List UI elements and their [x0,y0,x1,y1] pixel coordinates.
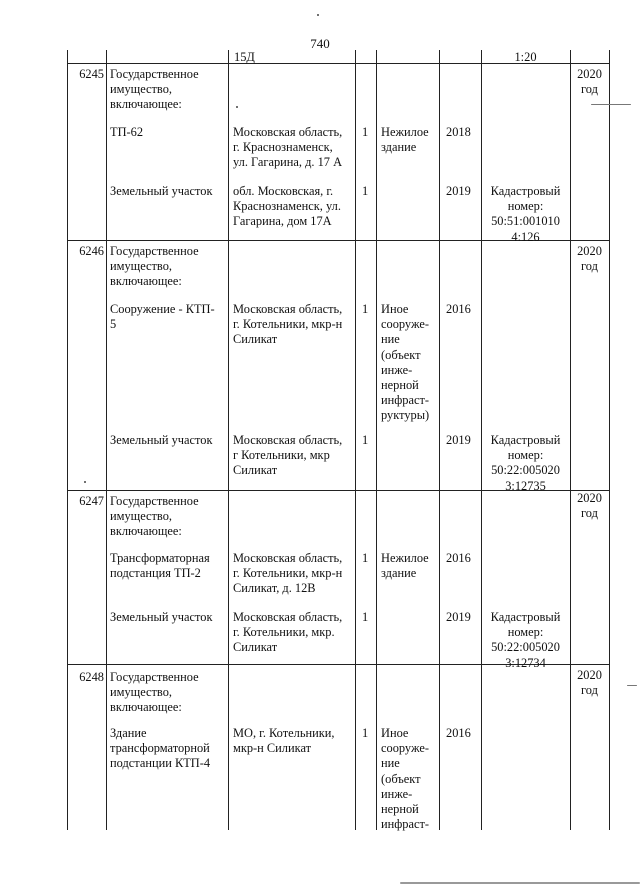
item-name: Земельный участок [110,610,213,624]
item-qty: 1 [362,125,369,139]
scan-speck [400,882,640,884]
item-built-year: 2018 [446,125,471,139]
entry-title: Государственное имущество, включающее: [110,670,199,715]
page-number: 740 [310,36,330,51]
item-qty: 1 [362,302,369,316]
item-address: Московская область, г Котельники, мкр Силикат [233,433,343,478]
entry-number: 6248 [79,670,104,684]
item-type: Нежилое здание [381,125,429,155]
scan-speck [236,106,238,108]
entry-year: 2020 год [577,668,602,698]
item-name: Земельный участок [110,433,213,447]
item-built-year: 2019 [446,433,471,447]
scan-speck [317,14,319,16]
entry-year: 2020 год [577,67,602,97]
scan-speck [84,481,86,483]
continued-notes: 1:20 [514,50,537,64]
item-qty: 1 [362,551,369,565]
item-cadastral-number: Кадастровый номер: 50:22:005020 3:12734 [490,610,561,670]
item-built-year: 2016 [446,551,471,565]
entry-title: Государственное имущество, включающее: [110,67,199,112]
item-type: Нежилое здание [381,551,429,581]
entry-title: Государственное имущество, включающее: [110,244,199,289]
scan-speck [591,104,631,105]
item-address: Московская область, г. Краснознаменск, ул. Гагарина, д. 17 А [233,125,343,170]
item-built-year: 2019 [446,610,471,624]
item-name: Трансформаторная подстанция ТП-2 [110,551,210,581]
continued-address: 15Д [234,50,255,64]
entry-year: 2020 год [577,244,602,274]
item-type: Иное сооруже- ние (объект инже- нерной инфраст- [381,726,430,832]
scan-speck [627,685,637,686]
item-address: обл. Московская, г. Краснознаменск, ул. Гагарина, дом 17А [233,184,341,229]
item-name: Сооружение - КТП- 5 [110,302,215,332]
item-address: МО, г. Котельники, мкр-н Силикат [233,726,335,756]
item-type: Иное сооруже- ние (объект инже- нерной инфраст- руктуры) [381,302,430,423]
item-name: ТП-62 [110,125,144,139]
entry-number: 6246 [79,244,104,258]
item-name: Здание трансформаторной подстанции КТП-4 [110,726,211,771]
item-address: Московская область, г. Котельники, мкр-н Силикат [233,302,343,347]
entry-title: Государственное имущество, включающее: [110,494,199,539]
property-table [67,50,610,830]
entry-number: 6245 [79,67,104,81]
item-built-year: 2019 [446,184,471,198]
item-address: Московская область, г. Котельники, мкр-н Силикат, д. 12В [233,551,343,596]
item-name: Земельный участок [110,184,213,198]
entry-number: 6247 [79,494,104,508]
item-address: Московская область, г. Котельники, мкр. Силикат [233,610,343,655]
item-qty: 1 [362,433,369,447]
item-cadastral-number: Кадастровый номер: 50:51:001010 4:126 [490,184,561,244]
item-cadastral-number: Кадастровый номер: 50:22:005020 3:12735 [490,433,561,493]
item-qty: 1 [362,184,369,198]
item-qty: 1 [362,726,369,740]
item-built-year: 2016 [446,726,471,740]
item-qty: 1 [362,610,369,624]
entry-year: 2020 год [577,491,602,521]
item-built-year: 2016 [446,302,471,316]
